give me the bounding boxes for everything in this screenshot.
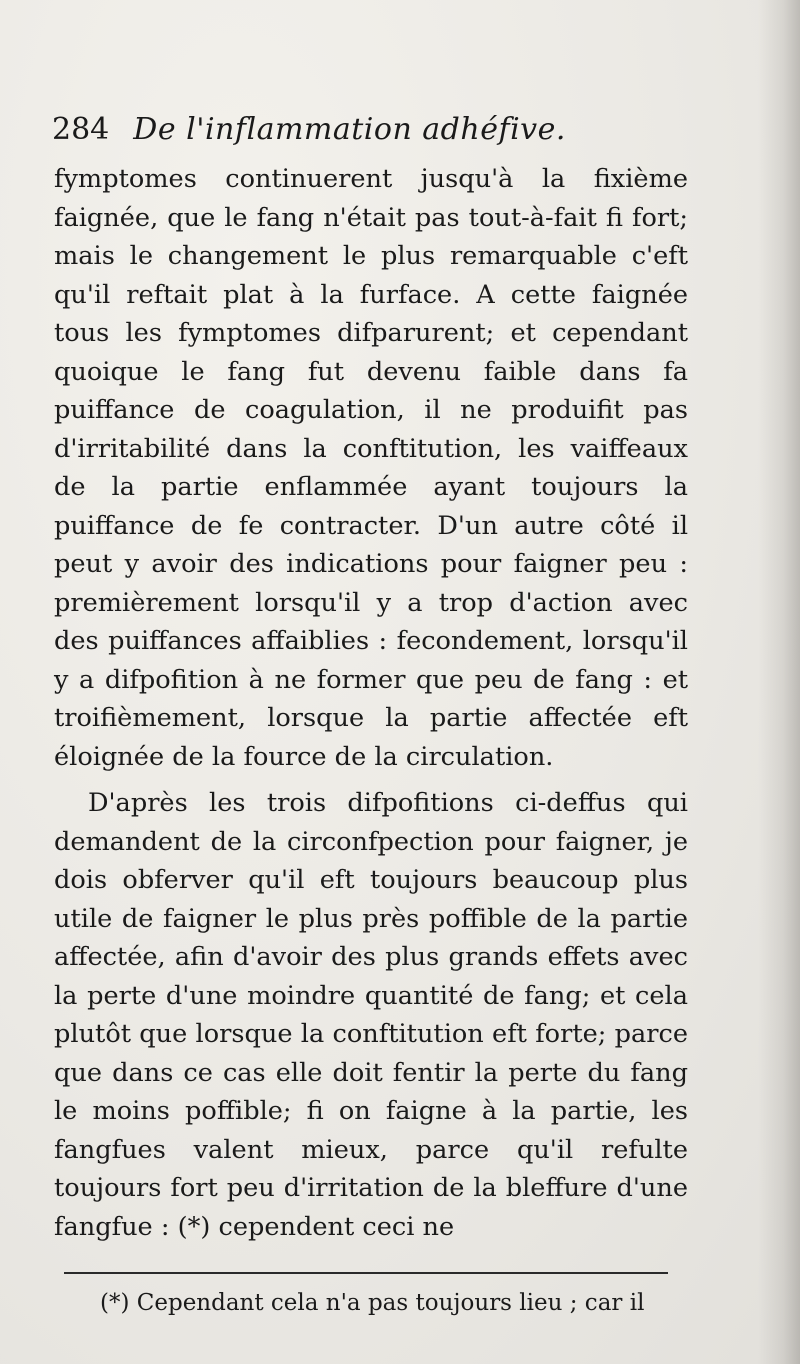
page-header: [52, 112, 692, 162]
footnote-rule: [64, 1272, 668, 1274]
body-text: [54, 160, 688, 1246]
running-head: De l'inflammation adhéfive.: [133, 112, 566, 147]
page-gutter-shadow: [758, 0, 800, 1364]
paragraph: D'après les trois difpofitions ci-deffus qui demandent de la circonfpection pour faigner, je dois obferver qu'il eft toujours beaucoup plus utile de faigner le plus près poffible de la partie affectée, afin d'avoir des plus grands effets avec la perte d'une moindre quantité de fang; et cela plutôt que lorsque la conftitution eft forte; parce que dans ce cas elle doit fentir la perte du fang le moins poffible; fi on faigne à la partie, les fangfues valent mieux, parce qu'il refulte toujours fort peu d'irritation de la bleffure d'une fangfue : (*) cependent ceci ne: [54, 788, 688, 1242]
footnote: (*) Cependant cela n'a pas toujours lieu ; car il: [100, 1290, 645, 1316]
page-number: 284: [52, 112, 110, 147]
paragraph-continuation: fymptomes continuerent jusqu'à la fixième faignée, que le fang n'était pas tout-à-fait fi fort; mais le changement le plus remarquable c'eft qu'il reftait plat à la furface. A cette faignée tous les fymptomes difparurent; et cependant quoique le fang fut devenu faible dans fa puiffance de coagulation, il ne produifit pas d'irritabilité dans la conftitution, les vaiffeaux de la partie enflammée ayant toujours la puiffance de fe contracter. D'un autre côté il peut y avoir des indications pour faigner peu : premièrement lorsqu'il y a trop d'action avec des puiffances affaiblies : fecondement, lorsqu'il y a difpofition à ne former que peu de fang : et troifièmement, lorsque la partie affectée eft éloignée de la fource de la circulation.: [54, 164, 688, 772]
